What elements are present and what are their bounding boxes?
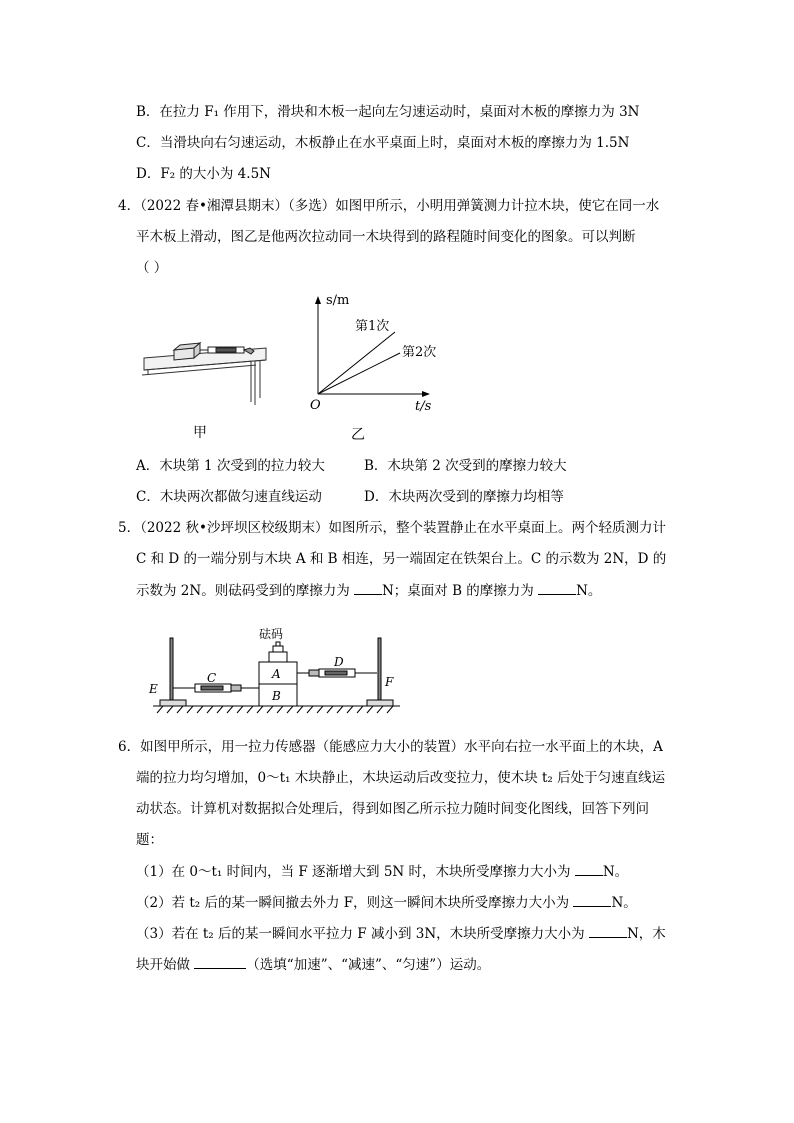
- q4-stem-line1: 4．（2022 春•湘潭县期末）（多选）如图甲所示，小明用弹簧测力计拉木块，使它在同一水: [118, 198, 660, 214]
- q6-part3-blank[interactable]: [589, 923, 627, 938]
- q5-text-c: N。: [576, 583, 602, 599]
- q6-part3-cont-text-b: （选填“加速”、“减速”、“匀速”）运动。: [246, 957, 491, 973]
- spring-scale-d: [297, 669, 377, 677]
- q5-stem-line2: C 和 D 的一端分别与木块 A 和 B 相连，另一端固定在铁架台上。C 的示数为 2N，D 的: [136, 551, 667, 567]
- q6-stem-line3: 动状态。计算机对数据拟合处理后，得到如图乙所示拉力随时间变化图线，回答下列问: [136, 801, 649, 817]
- label-b: B: [272, 689, 281, 703]
- trial-2-label: 第2次: [402, 345, 437, 360]
- x-axis-arrow: [422, 391, 430, 397]
- q6-part1: [136, 861, 628, 882]
- label-d: D: [334, 655, 344, 669]
- q4-answer-paren: （ ）: [136, 260, 168, 276]
- label-e: E: [149, 682, 158, 696]
- stand-e: [160, 638, 186, 706]
- label-f: F: [385, 675, 394, 689]
- q5-stem-line3: [136, 580, 601, 601]
- q4-option-c: C．木块两次都做匀速直线运动: [136, 489, 322, 505]
- stand-f: [367, 638, 393, 706]
- q4-option-d: D．木块两次受到的摩擦力均相等: [364, 489, 564, 505]
- label-a: A: [272, 667, 281, 681]
- origin-label: O: [310, 398, 321, 413]
- line-trial-1: [318, 332, 395, 394]
- q6-part3-text-a: （3）若在 t₂ 后的某一瞬间水平拉力 F 减小到 3N，木块所受摩擦力大小为: [136, 926, 589, 942]
- q6-part1-text-b: N。: [602, 864, 629, 880]
- x-axis-label: t/s: [415, 399, 432, 414]
- q4-caption-jia: 甲: [193, 425, 207, 441]
- q6-part2-text-a: （2）若 t₂ 后的某一瞬间撤去外力 F，则这一瞬间木块所受摩擦力大小为: [136, 895, 574, 911]
- y-axis-arrow: [315, 296, 321, 304]
- q4-caption-yi: 乙: [351, 427, 365, 443]
- q6-part3-text-b: N，木: [626, 926, 666, 942]
- q5-blank-1[interactable]: [354, 580, 382, 595]
- label-c: C: [207, 671, 217, 685]
- weight-drawing: [269, 642, 287, 662]
- q6-stem-line2: 端的拉力均匀增加，0～t₁ 木块静止，木块运动后改变拉力，使木块 t₂ 后处于匀速直线运: [136, 770, 666, 786]
- q3-option-b: B．在拉力 F₁ 作用下，滑块和木板一起向左匀速运动时，桌面对木板的摩擦力为 3N: [136, 104, 640, 120]
- q5-figure: [145, 620, 405, 716]
- q6-part3: [136, 923, 666, 944]
- q4-stem-line2: 平木板上滑动，图乙是他两次拉动同一木块得到的路程随时间变化的图象。可以判断: [136, 229, 636, 245]
- q6-stem-line4: 题：: [136, 832, 163, 848]
- q5-text-a: 示数为 2N。则砝码受到的摩擦力为: [136, 583, 354, 599]
- q5-stem-line1: 5．（2022 秋•沙坪坝区校级期末）如图所示，整个装置静止在水平桌面上。两个轻质测力计: [118, 520, 666, 536]
- q4-option-a: A．木块第 1 次受到的拉力较大: [136, 458, 325, 474]
- q6-part1-blank[interactable]: [575, 861, 603, 876]
- q4-figure-yi: [300, 290, 450, 425]
- q3-option-d: D．F₂ 的大小为 4.5N: [136, 166, 271, 182]
- y-axis-label: s/m: [326, 293, 350, 308]
- q5-blank-2[interactable]: [538, 580, 576, 595]
- q4-figure-jia: [136, 330, 276, 410]
- spring-scale-c: [185, 684, 259, 692]
- q6-part3-cont: [136, 954, 490, 975]
- q6-part2-text-b: N。: [611, 895, 637, 911]
- ground-hatching: [153, 706, 400, 713]
- q6-part2: [136, 892, 637, 913]
- q6-part3-cont-text-a: 块开始做: [136, 957, 195, 973]
- q6-part1-text-a: （1）在 0～t₁ 时间内，当 F 逐渐增大到 5N 时，木块所受摩擦力大小为: [136, 864, 575, 880]
- q6-part2-blank[interactable]: [573, 892, 611, 907]
- q4-option-b: B．木块第 2 次受到的摩擦力较大: [364, 458, 567, 474]
- q6-stem-line1: 6．如图甲所示，用一拉力传感器（能感应力大小的装置）水平向右拉一水平面上的木块，A: [118, 739, 663, 755]
- table-drawing: [142, 348, 266, 405]
- trial-1-label: 第1次: [355, 319, 390, 334]
- q5-text-b: N；桌面对 B 的摩擦力为: [381, 583, 539, 599]
- q3-option-c: C．当滑块向右匀速运动，木板静止在水平桌面上时，桌面对木板的摩擦力为 1.5N: [136, 135, 630, 151]
- q6-part3-blank-2[interactable]: [194, 954, 246, 969]
- weight-label: 砝码: [259, 627, 284, 641]
- line-trial-2: [318, 353, 400, 394]
